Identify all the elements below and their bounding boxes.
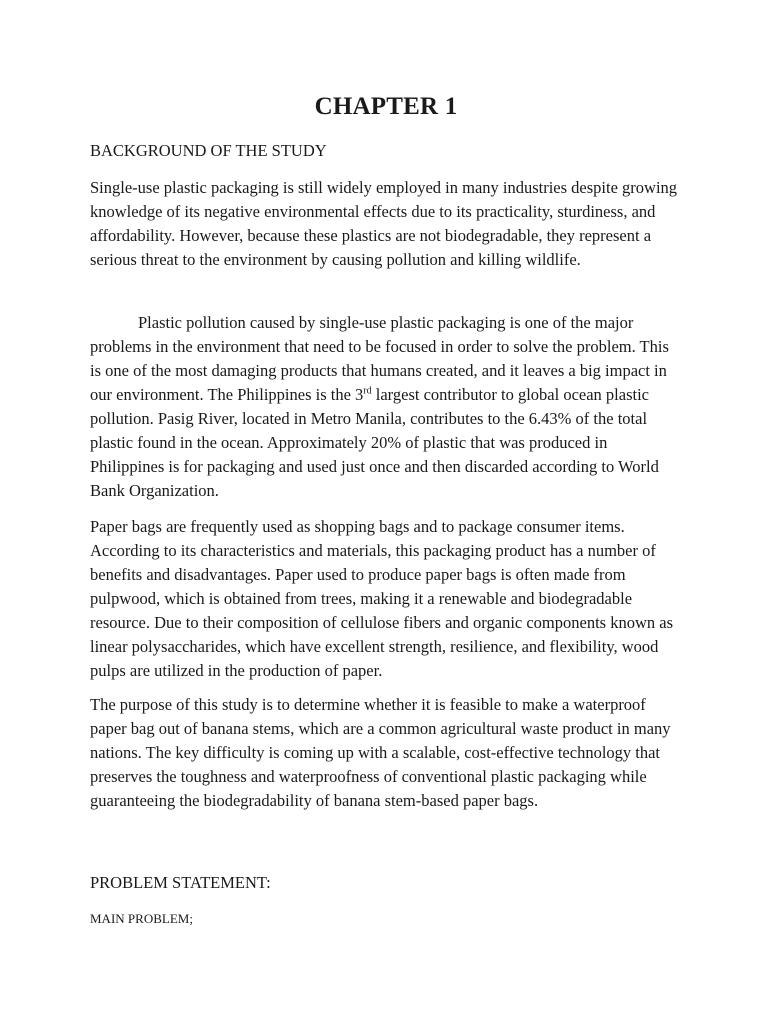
- paragraph-1: Single-use plastic packaging is still widely employed in many industries despite growing knowledge of its negative environmental effects due to its practicality, sturdiness, and affordability. However, because these plastics are not biodegradable, they represent a serious threat to the environment by causing pollution and killing wildlife.: [90, 178, 678, 269]
- paragraph-3: Paper bags are frequently used as shopping bags and to package consumer items. According to its characteristics and materials, this packaging product has a number of benefits and disadvantages. Paper used to produce paper bags is often made from pulpwood, which is obtained from trees, making it a renewable and biodegradable resource. Due to their composition of cellulose fibers and organic components known as linear polysaccharides, which have excellent strength, resilience, and flexibility, wood pulps are utilized in the production of paper.: [90, 517, 674, 680]
- main-problem-label: MAIN PROBLEM;: [90, 911, 193, 926]
- paragraph-2-text-a: Plastic pollution caused by single-use plastic packaging is one of the major problems in the environment that need to be focused in order to solve the problem. This is one of the most damaging products that humans created, and it leaves a big impact in our environment. The Philippines is the 3: [90, 313, 669, 404]
- paragraph-4: The purpose of this study is to determine whether it is feasible to make a waterproof paper bag out of banana stems, which are a common agricultural waste product in many nations. The key difficulty is coming up with a scalable, cost-effective technology that preserves the toughness and waterproofness of conventional plastic packaging while guaranteeing the biodegradability of banana stem-based paper bags.: [90, 695, 671, 810]
- paragraph-2-superscript: rd: [363, 385, 372, 397]
- chapter-title: CHAPTER 1: [314, 93, 458, 120]
- section-heading: BACKGROUND OF THE STUDY: [90, 141, 327, 160]
- paragraph-2-text-b: largest contributor to global ocean plastic pollution. Pasig River, located in Metro Manila, contributes to the 6.43% of the total plastic found in the ocean. Approximately 20% of plastic that was produced in Philippines is for packaging and used just once and then discarded according to World Bank Organization.: [90, 385, 659, 500]
- paragraph-2: [90, 311, 682, 503]
- problem-statement-heading: PROBLEM STATEMENT:: [90, 873, 271, 892]
